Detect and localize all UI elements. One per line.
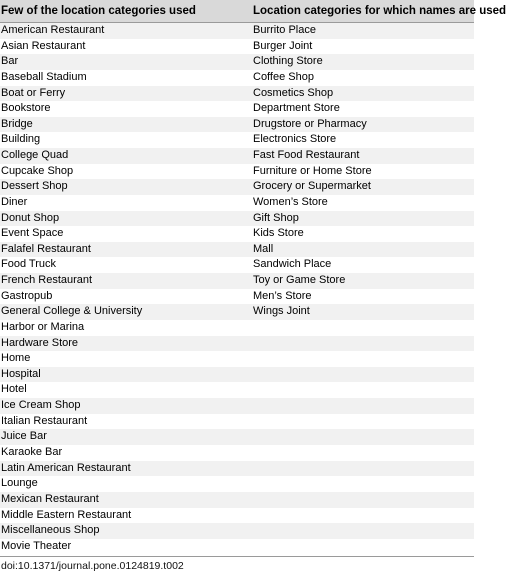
location-category-cell: Italian Restaurant (1, 414, 88, 427)
named-location-category-cell: Burrito Place (253, 24, 316, 36)
named-location-category-cell: Electronics Store (253, 133, 337, 146)
location-category-cell: Hospital (1, 367, 41, 380)
location-category-cell: Bridge (1, 117, 33, 130)
table-row (0, 273, 474, 289)
location-category-cell: Cupcake Shop (1, 164, 74, 177)
location-category-cell: Mexican Restaurant (1, 492, 99, 505)
location-category-cell: Hotel (1, 383, 27, 396)
location-category-cell: Asian Restaurant (1, 39, 86, 52)
location-category-cell: Latin American Restaurant (1, 461, 131, 474)
named-location-category-cell: Clothing Store (253, 55, 323, 68)
location-category-cell: Middle Eastern Restaurant (1, 508, 132, 521)
location-category-cell: American Restaurant (1, 24, 105, 36)
location-category-cell: Dessert Shop (1, 180, 68, 193)
table-row (0, 195, 474, 211)
location-category-cell: Bar (1, 55, 19, 68)
named-location-category-cell: Toy or Game Store (253, 274, 346, 287)
table-row (0, 398, 474, 414)
named-location-category-cell: Sandwich Place (253, 258, 332, 271)
table-row (0, 492, 474, 508)
table-bottom-divider (0, 556, 474, 557)
location-category-cell: Building (1, 133, 41, 146)
table-row (0, 132, 474, 148)
table-row (0, 54, 474, 70)
named-location-category-cell: Wings Joint (253, 305, 310, 318)
named-location-category-cell: Men’s Store (253, 289, 312, 302)
named-location-category-cell: Department Store (253, 102, 340, 115)
table-row (0, 164, 474, 180)
table-row (0, 414, 474, 430)
location-category-cell: Ice Cream Shop (1, 399, 81, 412)
named-location-category-cell: Gift Shop (253, 211, 299, 224)
location-category-cell: Falafel Restaurant (1, 242, 91, 255)
location-category-cell: Gastropub (1, 289, 53, 302)
table-row (0, 382, 474, 398)
named-location-category-cell: Burger Joint (253, 39, 313, 52)
column-header-left: Few of the location categories used (1, 5, 196, 17)
table-row (0, 367, 474, 383)
table-row (0, 289, 474, 305)
named-location-category-cell: Mall (253, 242, 274, 255)
column-header-right: Location categories for which names are used (253, 5, 506, 17)
location-category-cell: Donut Shop (1, 211, 60, 224)
table-row (0, 117, 474, 133)
location-category-cell: Lounge (1, 477, 38, 490)
table-row (0, 336, 474, 352)
table-row (0, 523, 474, 539)
table-row (0, 304, 474, 320)
location-category-cell: Event Space (1, 227, 64, 240)
named-location-category-cell: Grocery or Supermarket (253, 180, 371, 193)
location-category-cell: Baseball Stadium (1, 70, 87, 83)
table-row (0, 539, 474, 555)
table-row (0, 320, 474, 336)
location-category-cell: Food Truck (1, 258, 57, 271)
table-row (0, 445, 474, 461)
named-location-category-cell: Fast Food Restaurant (253, 149, 360, 162)
named-location-category-cell: Kids Store (253, 227, 304, 240)
table-row (0, 70, 474, 86)
table-row (0, 257, 474, 273)
location-category-cell: Bookstore (1, 102, 51, 115)
table-row (0, 39, 474, 55)
named-location-category-cell: Drugstore or Pharmacy (253, 117, 367, 130)
location-category-cell: General College & University (1, 305, 143, 318)
table-row (0, 86, 474, 102)
location-category-cell: Karaoke Bar (1, 446, 63, 458)
location-category-cell: Hardware Store (1, 336, 79, 349)
table-row (0, 23, 474, 39)
table-header (0, 0, 506, 22)
table-row (0, 429, 474, 445)
table-row (0, 242, 474, 258)
named-location-category-cell: Furniture or Home Store (253, 164, 372, 177)
named-location-category-cell: Coffee Shop (253, 70, 314, 83)
location-category-cell: Harbor or Marina (1, 320, 85, 333)
location-category-cell: Miscellaneous Shop (1, 524, 100, 537)
table-row (0, 101, 474, 117)
location-category-cell: Juice Bar (1, 430, 47, 443)
table-row (0, 476, 474, 492)
location-category-cell: Home (1, 352, 31, 365)
table-row (0, 461, 474, 477)
table-row (0, 148, 474, 164)
table-row (0, 179, 474, 195)
table-row (0, 211, 474, 227)
location-category-cell: Diner (1, 195, 28, 208)
location-category-cell: French Restaurant (1, 274, 93, 287)
table-row (0, 226, 474, 242)
location-category-cell: College Quad (1, 149, 69, 162)
doi-caption: doi:10.1371/journal.pone.0124819.t002 (1, 560, 184, 572)
named-location-category-cell: Cosmetics Shop (253, 86, 334, 99)
named-location-category-cell: Women’s Store (253, 195, 328, 208)
location-category-cell: Boat or Ferry (1, 86, 66, 99)
location-category-cell: Movie Theater (1, 539, 72, 552)
table-row (0, 508, 474, 524)
table-row (0, 351, 474, 367)
